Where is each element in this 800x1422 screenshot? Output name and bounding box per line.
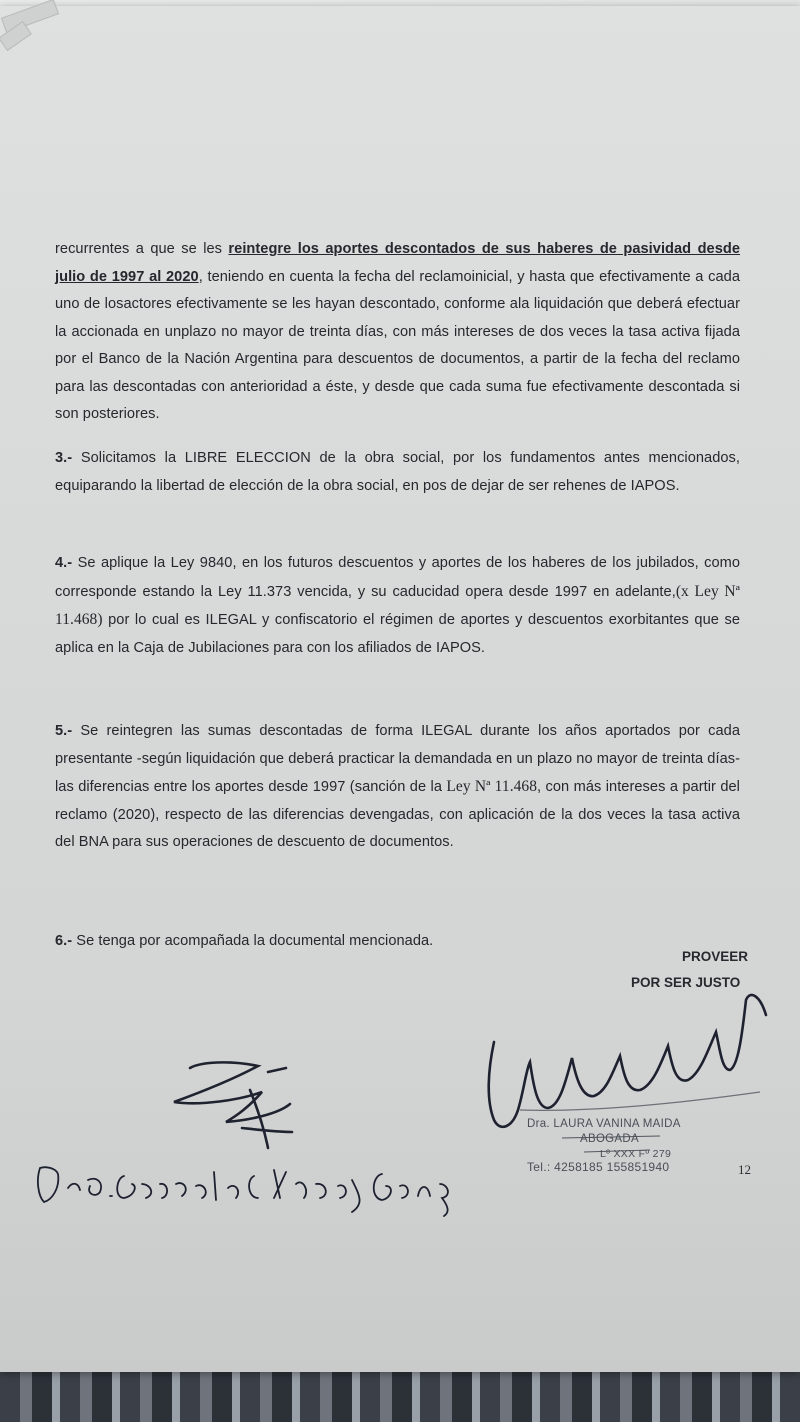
paragraph-6-number: 6.- bbox=[55, 933, 73, 949]
paragraph-5 bbox=[55, 718, 740, 857]
paragraph-intro bbox=[55, 236, 740, 429]
paragraph-3-text: Solicitamos la LIBRE ELECCION de la obra social, por los fundamentos antes mencionados, equiparando la libertad de elección de la obra social, en pos de dejar de ser rehenes de IAPOS. bbox=[55, 450, 740, 494]
stamp-title: ABOGADA bbox=[580, 1133, 639, 1145]
stamp-name: Dra. LAURA VANINA MAIDA bbox=[527, 1118, 681, 1130]
paragraph-5-number: 5.- bbox=[55, 723, 73, 739]
paragraph-4-law-reference: (x Ley Nª 11.468) bbox=[55, 582, 740, 628]
document-page bbox=[0, 6, 800, 1372]
paragraph-4-text-1: Se aplique la Ley 9840, en los futuros descuentos y aportes de los haberes de los jubilados, como corresponde estando la Ley 11.373 vencida, y su caducidad opera desde 1997 en adelante, bbox=[55, 555, 740, 600]
page-number: 12 bbox=[738, 1162, 751, 1177]
paragraph-6 bbox=[55, 928, 655, 956]
stamp-registry: Lº XXX Fº 279 bbox=[600, 1148, 672, 1160]
stamp-phone: Tel.: 4258185 155851940 bbox=[527, 1160, 670, 1174]
paragraph-6-text: Se tenga por acompañada la documental mencionada. bbox=[72, 933, 434, 949]
intro-text-2: , teniendo en cuenta la fecha del reclamoinicial, y hasta que efectivamente a cada uno de losactores efectivamente se les hayan descontado, conforme ala liquidación que deberá efectuar la accionada en unplazo no mayor de treinta días, con más intereses de dos veces la tasa activa fijada por el Banco de la Nación Argentina para descuentos de documentos, a partir de la fecha del reclamo para las descontadas con anterioridad a éste, y desde que cada suma fue efectivamente descontada si son posteriores. bbox=[55, 268, 740, 422]
intro-text-1: recurrentes a que se les bbox=[55, 241, 229, 257]
underlying-page-tabs bbox=[0, 6, 120, 56]
paragraph-5-law-reference: Ley Nª 11.468 bbox=[446, 778, 538, 795]
paragraph-5-text-2: , con más intereses a partir del reclamo (2020), respecto de las diferencias devengadas, con aplicación de la dos veces la tasa activa del BNA para sus operaciones de descuento de documentos. bbox=[55, 779, 740, 850]
paragraph-5-text-1: Se reintegren las sumas descontadas de forma ILEGAL durante los años aportados por cada presentante -según liquidación que deberá practicar la demandada en un plazo no mayor de treinta días- las diferencias entre los aportes desde 1997 (sanción de la bbox=[55, 723, 740, 795]
paragraph-3 bbox=[55, 445, 740, 500]
paragraph-4-number: 4.- bbox=[55, 555, 73, 571]
intro-underlined-text: reintegre los aportes descontados de sus haberes de pasividad desde julio de 1997 al 2020 bbox=[55, 241, 740, 285]
floor-background bbox=[0, 1372, 800, 1422]
closing-proveer: PROVEER bbox=[681, 949, 748, 964]
closing-por-ser-justo: POR SER JUSTO bbox=[631, 975, 741, 990]
paragraph-4 bbox=[55, 550, 740, 662]
paragraph-3-number: 3.- bbox=[55, 450, 73, 466]
paragraph-4-text-2: por lo cual es ILEGAL y confiscatorio el régimen de aportes y descuentos exorbitantes que se aplica en la Caja de Jubilaciones para con los afiliados de IAPOS. bbox=[55, 612, 740, 656]
